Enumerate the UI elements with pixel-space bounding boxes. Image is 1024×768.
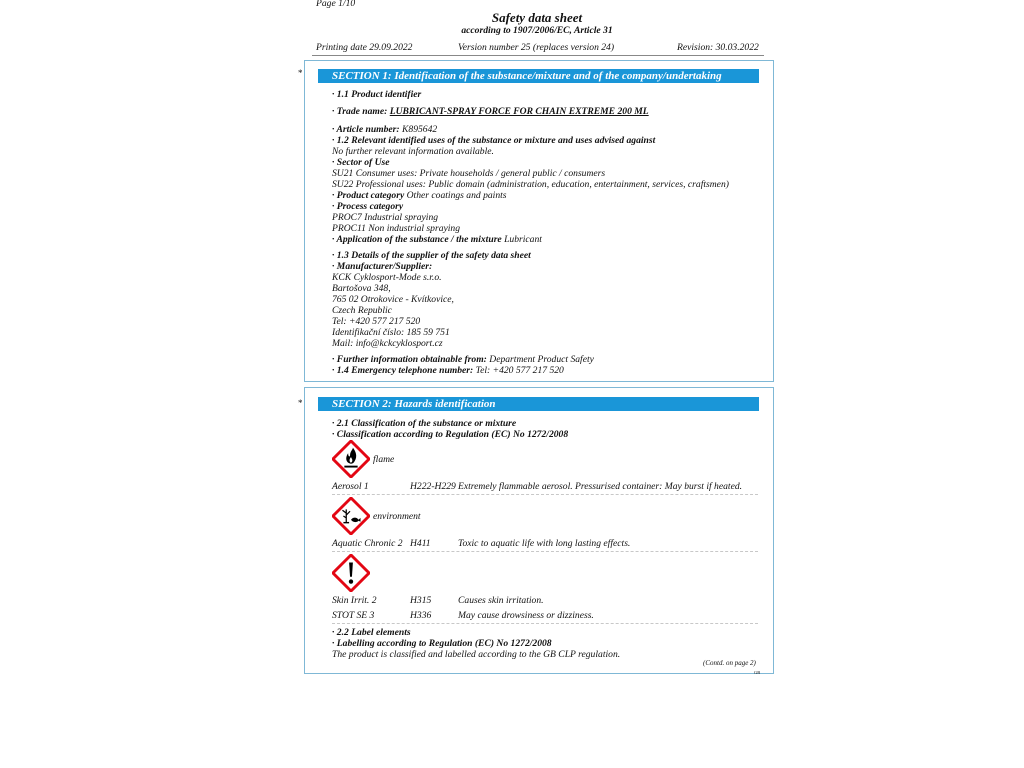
skin-class: Skin Irrit. 2 [332, 595, 377, 606]
address-street: Bartošova 348, [332, 283, 391, 294]
divider [332, 494, 758, 495]
page-number: Page 1/10 [316, 0, 356, 9]
article-number-label: · Article number: [332, 124, 402, 135]
labelling-regulation: · Labelling according to Regulation (EC) No 1272/2008 [332, 638, 552, 649]
product-category-value: Other coatings and paints [406, 190, 507, 201]
uses-heading: · 1.2 Relevant identified uses of the substance or mixture and uses advised against [332, 135, 656, 146]
no-further-info: No further relevant information available. [332, 146, 494, 157]
application-label: · Application of the substance / the mixture [332, 234, 505, 245]
stot-code: H336 [410, 610, 432, 621]
stot-class: STOT SE 3 [332, 610, 375, 621]
document-subtitle: according to 1907/2006/EC, Article 31 [461, 25, 613, 36]
environment-pictogram-icon [332, 497, 370, 535]
flame-label: flame [373, 454, 395, 465]
revision-date: Revision: 30.03.2022 [677, 42, 759, 53]
classified-text: The product is classified and labelled according to the GB CLP regulation. [332, 649, 621, 660]
manufacturer-heading: · Manufacturer/Supplier: [332, 261, 433, 272]
country-code: GB [754, 670, 761, 675]
trade-name-label: · Trade name: [332, 106, 390, 117]
aerosol-class: Aerosol 1 [332, 481, 369, 492]
product-identifier-heading: · 1.1 Product identifier [332, 89, 422, 100]
label-elements-heading: · 2.2 Label elements [332, 627, 411, 638]
version-number: Version number 25 (replaces version 24) [458, 42, 615, 53]
product-category-row [332, 190, 507, 201]
classification-regulation: · Classification according to Regulation (EC) No 1272/2008 [332, 429, 569, 440]
emergency-row [332, 365, 564, 376]
aerosol-code: H222-H229 [410, 481, 456, 492]
exclamation-pictogram-icon [332, 554, 370, 592]
flame-pictogram-icon [332, 440, 370, 478]
aerosol-text: Extremely flammable aerosol. Pressurised container: May burst if heated. [458, 481, 743, 492]
address-city: 765 02 Otrokovice - Kvítkovice, [332, 294, 454, 305]
trade-name-row [332, 106, 649, 117]
stot-text: May cause drowsiness or dizziness. [458, 610, 594, 621]
section-1-title: SECTION 1: Identification of the substance/mixture and of the company/undertaking [318, 69, 759, 83]
emergency-value: Tel: +420 577 217 520 [475, 365, 564, 376]
printing-date: Printing date 29.09.2022 [316, 42, 413, 53]
sector-of-use-heading: · Sector of Use [332, 157, 390, 168]
further-info-row [332, 354, 594, 365]
skin-text: Causes skin irritation. [458, 595, 544, 606]
environment-label: environment [373, 511, 421, 522]
section-2-title: SECTION 2: Hazards identification [318, 397, 759, 411]
divider [332, 551, 758, 552]
aquatic-text: Toxic to aquatic life with long lasting effects. [458, 538, 631, 549]
classification-heading: · 2.1 Classification of the substance or mixture [332, 418, 517, 429]
process-category-heading: · Process category [332, 201, 404, 212]
change-marker-2: * [298, 398, 303, 408]
application-value: Lubricant [504, 234, 542, 245]
emergency-label: · 1.4 Emergency telephone number: [332, 365, 476, 376]
application-row [332, 234, 542, 245]
address-phone: Tel: +420 577 217 520 [332, 316, 421, 327]
proc7-row: PROC7 Industrial spraying [332, 212, 439, 223]
su21-row: SU21 Consumer uses: Private households / general public / consumers [332, 168, 606, 179]
continued-note: (Contd. on page 2) [703, 659, 756, 667]
address-country: Czech Republic [332, 305, 392, 316]
address-company: KCK Cyklosport-Mode s.r.o. [332, 272, 442, 283]
address-id: Identifikační číslo: 185 59 751 [332, 327, 450, 338]
article-number-value: K895642 [402, 124, 438, 135]
change-marker: * [298, 68, 303, 78]
further-info-label: · Further information obtainable from: [332, 354, 490, 365]
aquatic-class: Aquatic Chronic 2 [332, 538, 403, 549]
skin-code: H315 [410, 595, 432, 606]
supplier-heading: · 1.3 Details of the supplier of the safety data sheet [332, 250, 531, 261]
proc11-row: PROC11 Non industrial spraying [332, 223, 461, 234]
document-title: Safety data sheet [491, 10, 583, 25]
divider [332, 623, 758, 624]
product-category-label: · Product category [332, 190, 407, 201]
su22-row: SU22 Professional uses: Public domain (administration, education, entertainment, services, craftsmen) [332, 179, 729, 190]
further-info-value: Department Product Safety [489, 354, 594, 365]
header-divider [312, 55, 764, 56]
address-mail: Mail: info@kckcyklosport.cz [332, 338, 443, 349]
article-number-row [332, 124, 437, 135]
trade-name-value: LUBRICANT-SPRAY FORCE FOR CHAIN EXTREME 200 ML [389, 106, 649, 117]
aquatic-code: H411 [410, 538, 431, 549]
